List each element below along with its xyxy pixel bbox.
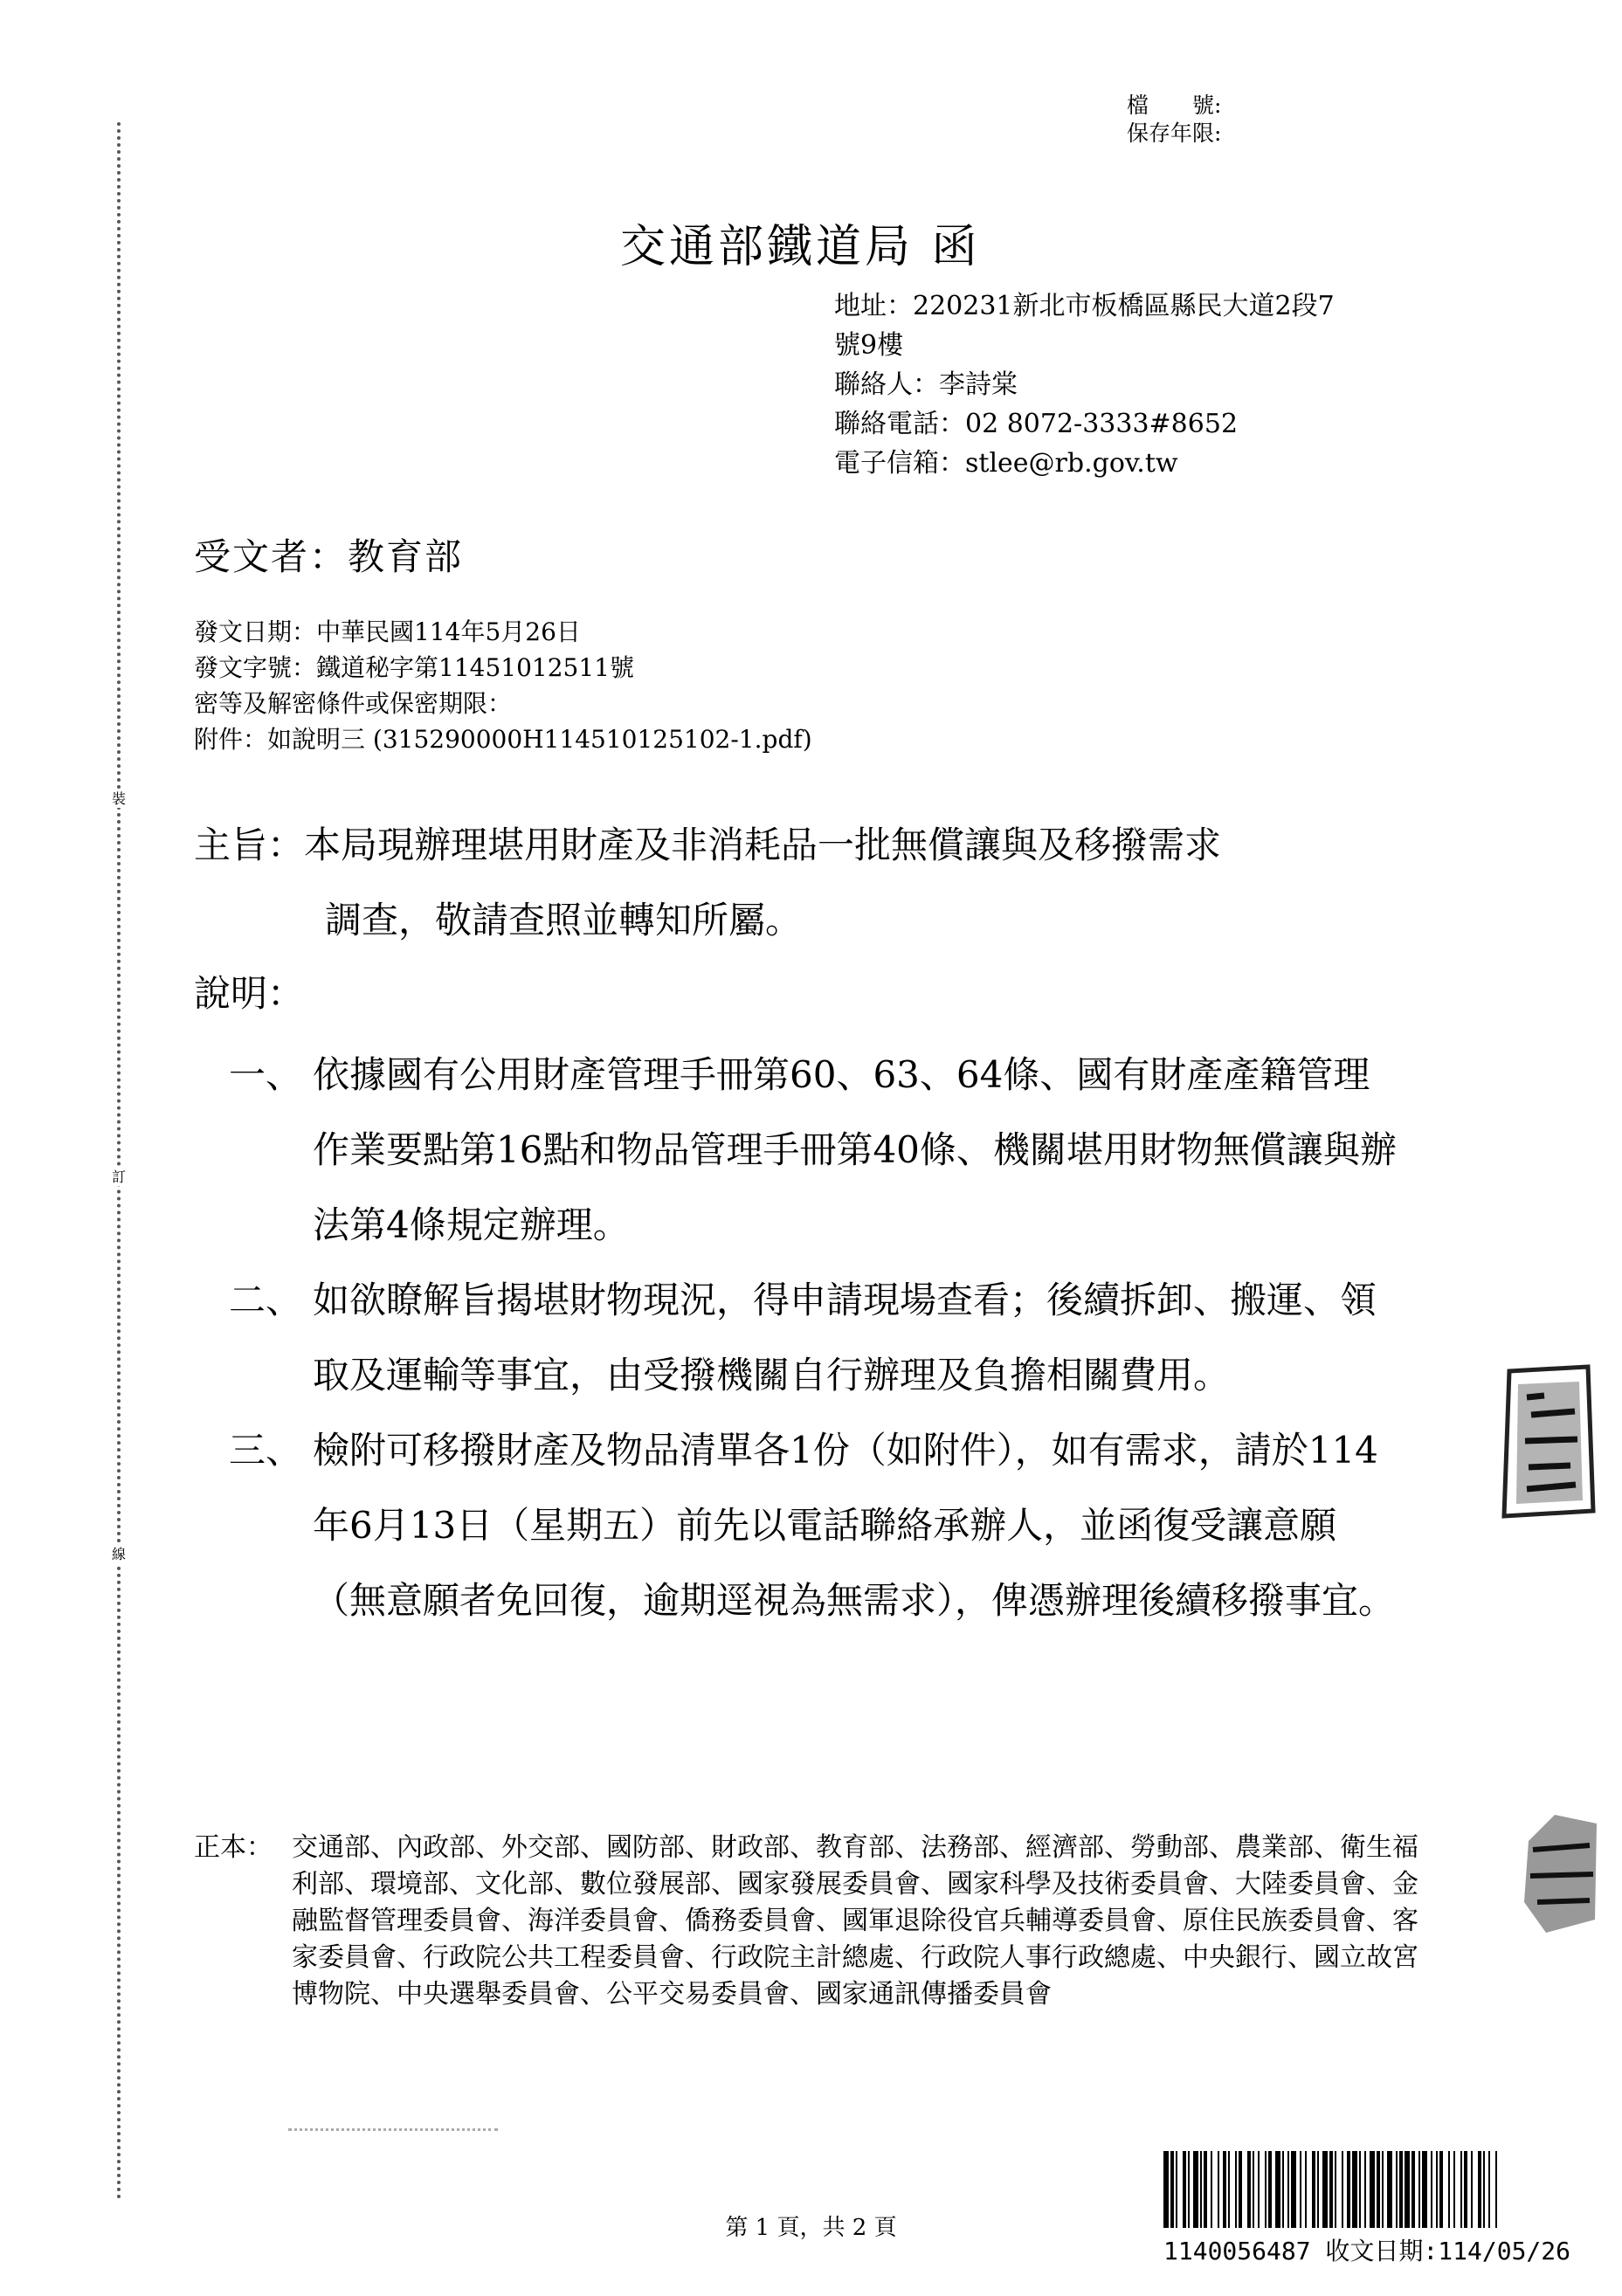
footer-divider — [288, 2128, 498, 2131]
subject-block — [194, 808, 1221, 958]
barcode-bar — [1399, 2151, 1403, 2228]
barcode-bar — [1478, 2151, 1481, 2228]
explanation-item — [229, 1263, 1443, 1413]
barcode-bar — [1200, 2151, 1202, 2228]
barcode-bar — [1495, 2151, 1497, 2228]
seal-stamp-partial-icon — [1520, 1806, 1598, 1937]
barcode-bar — [1211, 2151, 1212, 2228]
barcode-bar — [1312, 2151, 1315, 2228]
binding-dotted-line — [117, 122, 121, 2201]
item-number: 三、 — [229, 1429, 303, 1472]
barcode-bar — [1335, 2151, 1336, 2228]
recipients-label: 正本： — [194, 1832, 273, 1863]
barcode-bar — [1223, 2151, 1226, 2228]
barcode-bar — [1411, 2151, 1415, 2228]
item-number: 一、 — [229, 1053, 303, 1096]
barcode-bar — [1483, 2151, 1485, 2228]
barcode-bar — [1282, 2151, 1284, 2228]
barcode-bar — [1163, 2151, 1169, 2228]
barcode-bar — [1405, 2151, 1410, 2228]
explanation-item — [229, 1413, 1443, 1638]
subject-line2: 調查，敬請查照並轉知所屬。 — [325, 899, 803, 941]
retention-label: 保存年限: — [1127, 121, 1222, 146]
barcode-bar — [1448, 2151, 1450, 2228]
barcode-bar — [1228, 2151, 1230, 2228]
barcode-bar — [1275, 2151, 1280, 2228]
item-text: 依據國有公用財產管理手冊第60、63、64條、國有財產產籍管理作業要點第16點和物品管理手冊第40條、機關堪用財物無償讓與辦法第4條規定辦理。 — [313, 1053, 1397, 1246]
barcode-bar — [1268, 2151, 1272, 2228]
barcode-bar — [1287, 2151, 1289, 2228]
contact-email: 電子信箱：stlee@rb.gov.tw — [834, 448, 1178, 479]
barcode-bar — [1253, 2151, 1254, 2228]
item-text: 如欲瞭解旨揭堪財物現況，得申請現場查看；後續拆卸、搬運、領取及運輸等事宜，由受撥機關自行辦理及負擔相關費用。 — [313, 1279, 1377, 1396]
barcode-bar — [1247, 2151, 1251, 2228]
barcode-bar — [1176, 2151, 1177, 2228]
document-title: 交通部鐵道局 函 — [620, 221, 981, 273]
barcode-bar — [1322, 2151, 1328, 2228]
page-number: 第 1 頁，共 2 頁 — [725, 2215, 897, 2241]
receiver: 受文者：教育部 — [194, 535, 464, 578]
binding-mark-xian: 線 — [111, 1546, 126, 1562]
barcode-bar — [1329, 2151, 1333, 2228]
binding-mark-zhuang: 裝 — [111, 790, 126, 807]
file-number-label: 檔 號: — [1127, 93, 1222, 118]
barcode-bar — [1396, 2151, 1398, 2228]
barcode-bar — [1359, 2151, 1361, 2228]
contact-person: 聯絡人：李詩棠 — [834, 369, 1018, 400]
barcode-bar — [1422, 2151, 1427, 2228]
barcode-bar — [1188, 2151, 1190, 2228]
explanation-heading: 說明： — [194, 972, 305, 1015]
attachment: 附件：如說明三 (315290000H114510125102-1.pdf) — [194, 725, 812, 754]
barcode-bar — [1347, 2151, 1350, 2228]
barcode-bar — [1439, 2151, 1443, 2228]
issue-date: 發文日期：中華民國114年5月26日 — [194, 617, 581, 646]
seal-stamp-icon — [1492, 1362, 1597, 1520]
binding-mark-ding: 訂 — [111, 1169, 126, 1185]
barcode-bar — [1183, 2151, 1186, 2228]
barcode-bar — [1431, 2151, 1432, 2228]
item-number: 二、 — [229, 1279, 303, 1321]
address-line2: 號9樓 — [834, 330, 904, 361]
explanation-items — [229, 1038, 1443, 1638]
document-number: 發文字號：鐵道秘字第11451012511號 — [194, 653, 634, 682]
barcode-bar — [1364, 2151, 1366, 2228]
barcode-bar — [1305, 2151, 1307, 2228]
barcode-bar — [1239, 2151, 1242, 2228]
barcode-bar — [1488, 2151, 1490, 2228]
barcode-bar — [1193, 2151, 1198, 2228]
item-text: 檢附可移撥財產及物品清單各1份（如附件），如有需求，請於114年6月13日（星期五）前先以電話聯絡承辦人，並函復受讓意願（無意願者免回復，逾期逕視為無需求），俾憑辦理後續移撥事宜。 — [313, 1429, 1396, 1622]
barcode-bar — [1204, 2151, 1207, 2228]
secrecy-level: 密等及解密條件或保密期限： — [194, 689, 513, 718]
document-meta — [194, 614, 812, 757]
barcode-bar — [1265, 2151, 1267, 2228]
barcode-bar — [1471, 2151, 1473, 2228]
recipients-list: 交通部、內政部、外交部、國防部、財政部、教育部、法務部、經濟部、勞動部、農業部、衛生福利部、環境部、文化部、數位發展部、國家發展委員會、國家科學及技術委員會、大陸委員會、金融監督管理委員會、海洋委員會、僑務委員會、國軍退除役官兵輔導委員會、原住民族委員會、客家委員會、行政院公共工程委員會、行政院主計總處、行政院人事行政總處、中央銀行、國立故宮博物院、中央選舉委員會、公平交易委員會、國家通訊傳播委員會 — [292, 1832, 1418, 2010]
barcode-bar — [1352, 2151, 1357, 2228]
barcode-bar — [1342, 2151, 1343, 2228]
file-info — [1127, 92, 1221, 148]
contact-block — [834, 286, 1335, 483]
barcode-bar — [1370, 2151, 1375, 2228]
barcode-bar — [1235, 2151, 1237, 2228]
barcode-bar — [1170, 2151, 1174, 2228]
barcode-bar — [1453, 2151, 1455, 2228]
barcode-bar — [1464, 2151, 1467, 2228]
barcode-bar — [1258, 2151, 1260, 2228]
barcode-bar — [1300, 2151, 1301, 2228]
recipients-block — [194, 1830, 1452, 2013]
barcode-bar — [1460, 2151, 1462, 2228]
barcode-bar — [1387, 2151, 1392, 2228]
contact-phone: 聯絡電話：02 8072-3333#8652 — [834, 409, 1239, 439]
barcode — [1163, 2151, 1567, 2228]
address-line1: 地址：220231新北市板橋區縣民大道2段7 — [834, 291, 1335, 321]
barcode-bar — [1436, 2151, 1438, 2228]
barcode-bar — [1317, 2151, 1319, 2228]
receipt-info: 1140056487 收文日期:114/05/26 — [1163, 2237, 1571, 2265]
barcode-bar — [1382, 2151, 1384, 2228]
explanation-item — [229, 1038, 1443, 1263]
barcode-bar — [1291, 2151, 1296, 2228]
barcode-bar — [1218, 2151, 1219, 2228]
barcode-bar — [1377, 2151, 1380, 2228]
barcode-bar — [1418, 2151, 1420, 2228]
subject-line1: 主旨：本局現辦理堪用財產及非消耗品一批無償讓與及移撥需求 — [194, 824, 1222, 866]
